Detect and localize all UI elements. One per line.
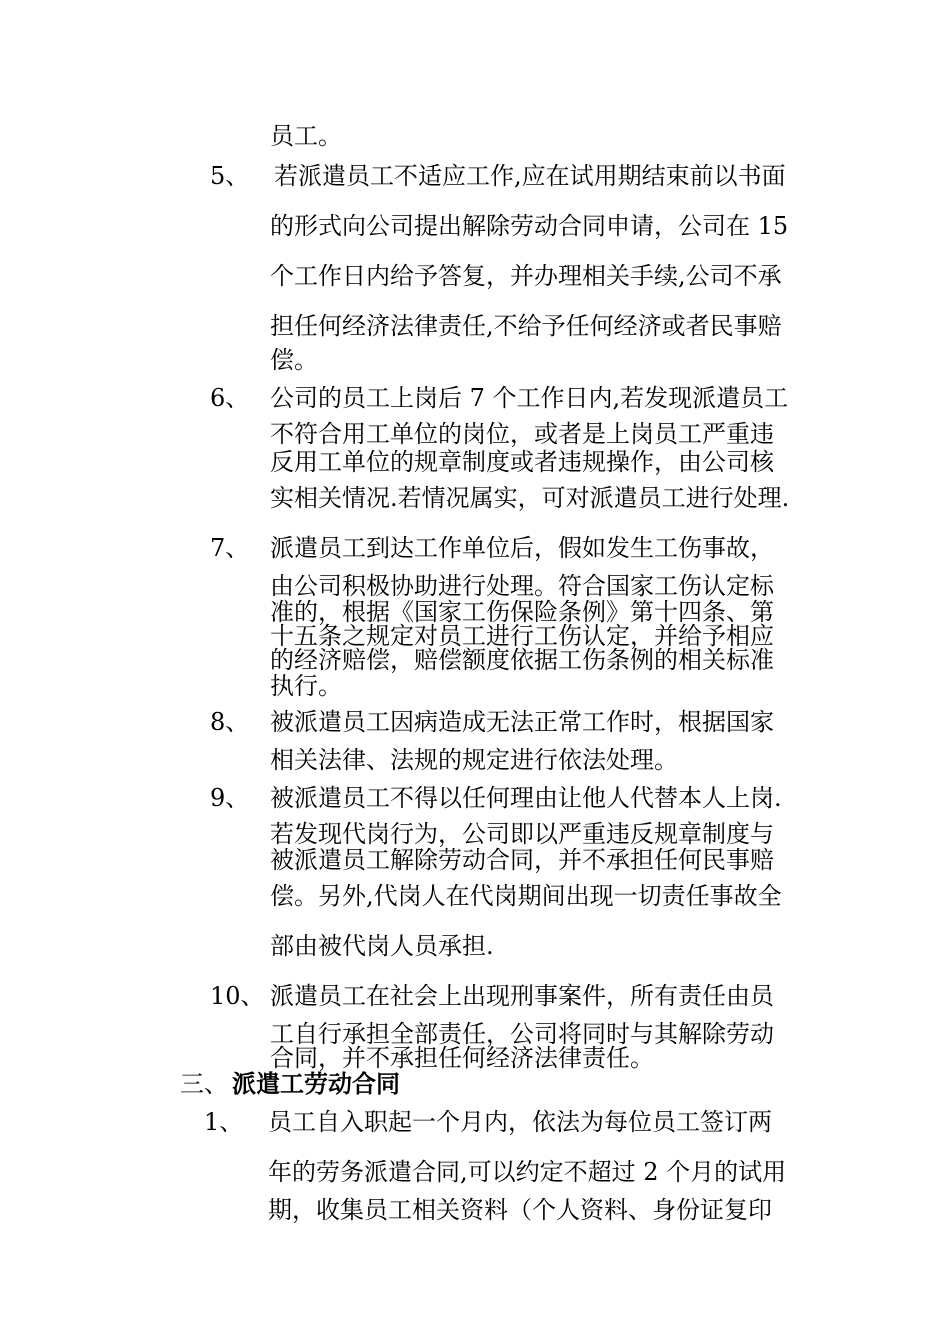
item-line: 员工自入职起一个月内，依法为每位员工签订两 xyxy=(268,1108,772,1136)
item-number: 10、 xyxy=(210,982,265,1010)
item-line: 工自行承担全部责任，公司将同时与其解除劳动 xyxy=(270,1020,774,1048)
item-number: 1、 xyxy=(204,1108,244,1136)
item-line: 执行。 xyxy=(270,672,342,700)
item-line: 若发现代岗行为，公司即以严重违反规章制度与 xyxy=(270,820,774,848)
item-line: 偿。 xyxy=(270,346,318,374)
item-line: 派遣员工在社会上出现刑事案件，所有责任由员 xyxy=(270,982,774,1010)
section-title: 派遣工劳动合同 xyxy=(232,1070,400,1098)
item-line: 期，收集员工相关资料（个人资料、身份证复印 xyxy=(268,1196,772,1224)
item-line: 合同，并不承担任何经济法律责任。 xyxy=(270,1044,654,1072)
continuation-line: 员工。 xyxy=(270,122,342,150)
item-line: 实相关情况.若情况属实，可对派遣员工进行处理. xyxy=(270,484,790,512)
item-line: 个工作日内给予答复，并办理相关手续,公司不承 xyxy=(270,262,782,290)
item-line: 反用工单位的规章制度或者违规操作，由公司核 xyxy=(270,448,774,476)
item-line: 的经济赔偿，赔偿额度依据工伤条例的相关标准 xyxy=(270,646,774,674)
item-line: 公司的员工上岗后 7 个工作日内,若发现派遣员工 xyxy=(270,384,789,412)
item-line: 部由被代岗人员承担. xyxy=(270,932,494,960)
section-number: 三、 xyxy=(180,1070,228,1098)
item-line: 派遣员工到达工作单位后，假如发生工伤事故， xyxy=(270,534,774,562)
item-line: 若派遣员工不适应工作,应在试用期结束前以书面 xyxy=(274,162,786,190)
item-line: 被派遣员工因病造成无法正常工作时，根据国家 xyxy=(270,708,774,736)
item-line: 年的劳务派遣合同,可以约定不超过 2 个月的试用 xyxy=(268,1158,787,1186)
item-line: 准的，根据《国家工伤保险条例》第十四条、第 xyxy=(270,598,774,626)
item-line: 担任何经济法律责任,不给予任何经济或者民事赔 xyxy=(270,312,782,340)
item-line: 不符合用工单位的岗位，或者是上岗员工严重违 xyxy=(270,420,774,448)
item-line: 由公司积极协助进行处理。符合国家工伤认定标 xyxy=(270,572,774,600)
item-line: 相关法律、法规的规定进行依法处理。 xyxy=(270,746,678,774)
item-line: 被派遣员工不得以任何理由让他人代替本人上岗. xyxy=(270,784,782,812)
item-line: 的形式向公司提出解除劳动合同申请，公司在 15 xyxy=(270,212,789,240)
item-number: 7、 xyxy=(210,534,250,562)
item-number: 5、 xyxy=(210,162,250,190)
item-number: 8、 xyxy=(210,708,250,736)
item-line: 十五条之规定对员工进行工伤认定，并给予相应 xyxy=(270,622,774,650)
item-line: 偿。另外,代岗人在代岗期间出现一切责任事故全 xyxy=(270,882,782,910)
item-line: 被派遣员工解除劳动合同，并不承担任何民事赔 xyxy=(270,846,774,874)
item-number: 6、 xyxy=(210,384,250,412)
item-number: 9、 xyxy=(210,784,250,812)
